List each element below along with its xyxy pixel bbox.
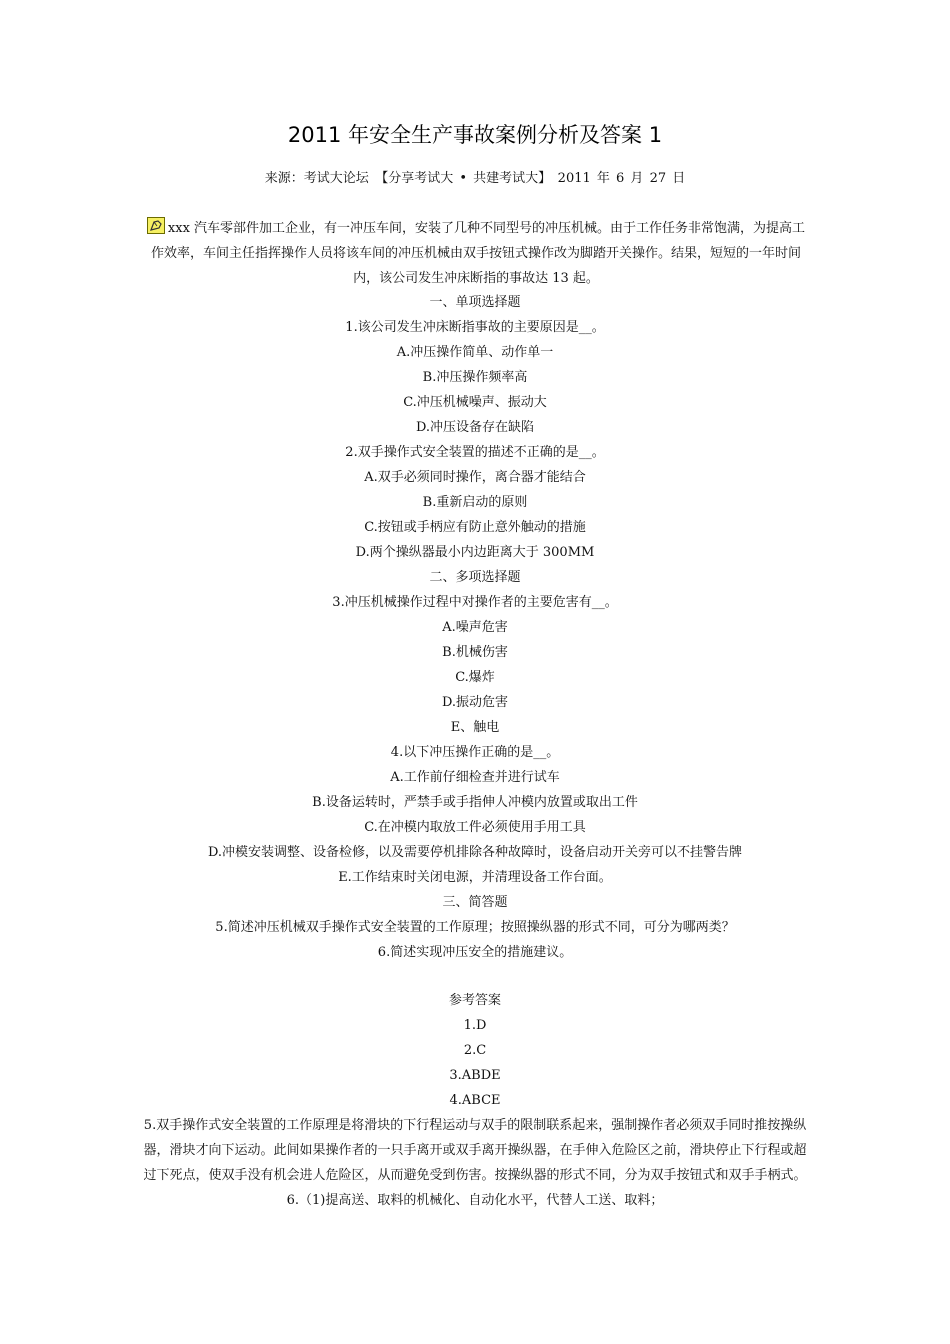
answers-heading: 参考答案 xyxy=(448,993,501,1008)
option: A.双手必须同时操作，离合器才能结合 xyxy=(364,470,586,485)
option: B.冲压操作频率高 xyxy=(422,370,528,385)
option: B.机械伤害 xyxy=(442,645,508,660)
option: C.爆炸 xyxy=(455,670,495,685)
answer: 4.ABCE xyxy=(449,1093,501,1108)
source-line: 来源：考试大论坛 【分享考试大 • 共建考试大】 2011 年 6 月 27 日 xyxy=(264,171,686,186)
section-heading: 三、简答题 xyxy=(442,895,508,910)
option: A.噪声危害 xyxy=(442,620,508,635)
answer: 6.（1)提高送、取料的机械化、自动化水平，代替人工送、取料； xyxy=(286,1193,664,1208)
option: C.按钮或手柄应有防止意外触动的措施 xyxy=(364,520,586,535)
option: B.重新启动的原则 xyxy=(422,495,528,510)
question-list xyxy=(0,290,950,1213)
option: E.工作结束时关闭电源，并清理设备工作台面。 xyxy=(338,870,612,885)
note-icon[interactable] xyxy=(147,217,165,234)
option: D.冲模安装调整、设备检修，以及需要停机排除各种故障时，设备启动开关旁可以不挂警告牌 xyxy=(207,845,743,860)
intro-paragraph xyxy=(144,216,808,291)
option: D.两个操纵器最小内边距离大于 300MM xyxy=(355,545,595,560)
section-heading: 一、单项选择题 xyxy=(429,295,521,310)
question-stem: 5.简述冲压机械双手操作式安全装置的工作原理；按照操纵器的形式不同，可分为哪两类？ xyxy=(215,920,735,935)
answer-paragraph: 5.双手操作式安全装置的工作原理是将滑块的下行程运动与双手的限制联系起来，强制操作者必须双手同时推按操纵器，滑块才向下运动。此间如果操作者的一只手离开或双手离开操纵器，在手伸入危险区之前，滑块停止下行程或超过下死点，使双手没有机会进人危险区，从而避免受到伤害。按操纵器的形式不同，分为双手按钮式和双手手柄式。 xyxy=(143,1118,807,1183)
option: B.设备运转时，严禁手或手指伸人冲模内放置或取出工件 xyxy=(312,795,638,810)
answer: 2.C xyxy=(463,1043,487,1058)
option: D.冲压设备存在缺陷 xyxy=(415,420,535,435)
option: A.冲压操作简单、动作单一 xyxy=(396,345,554,360)
option: C.在冲模内取放工件必须使用手用工具 xyxy=(364,820,586,835)
spacer xyxy=(0,965,950,988)
section-heading: 二、多项选择题 xyxy=(429,570,521,585)
question-stem: 4.以下冲压操作正确的是__。 xyxy=(390,745,560,760)
answer: 3.ABDE xyxy=(449,1068,501,1083)
option: C.冲压机械噪声、振动大 xyxy=(403,395,547,410)
option: E、触电 xyxy=(450,720,500,735)
page-title: 2011 年安全生产事故案例分析及答案 1 xyxy=(287,123,663,147)
question-stem: 1.该公司发生冲床断指事故的主要原因是__。 xyxy=(345,320,605,335)
option: A.工作前仔细检查并进行试车 xyxy=(390,770,560,785)
question-stem: 3.冲压机械操作过程中对操作者的主要危害有__。 xyxy=(332,595,618,610)
intro-text: xxx 汽车零部件加工企业，有一冲压车间，安装了几种不同型号的冲压机械。由于工作任务非常饱满，为提高工作效率，车间主任指挥操作人员将该车间的冲压机械由双手按钮式操作改为脚踏开关操作。结果，短短的一年时间内，该公司发生冲床断指的事故达 13 起。 xyxy=(150,221,806,286)
question-stem: 6.简述实现冲压安全的措施建议。 xyxy=(377,945,573,960)
answer: 1.D xyxy=(463,1018,487,1033)
option: D.振动危害 xyxy=(441,695,509,710)
question-stem: 2.双手操作式安全装置的描述不正确的是__。 xyxy=(345,445,605,460)
